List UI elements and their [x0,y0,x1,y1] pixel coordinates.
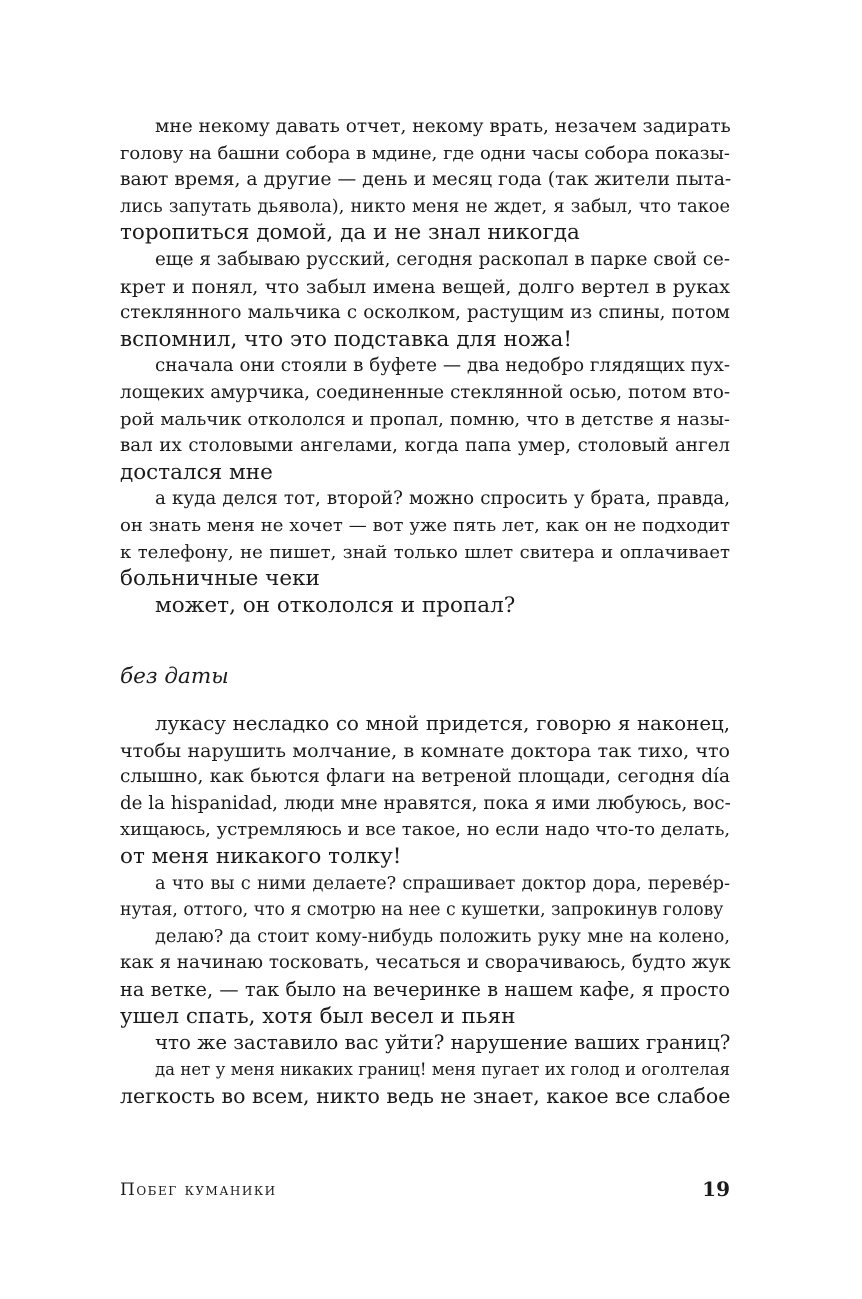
text-line: а что вы с ними делаете? спрашивает доктор дора, переве́р- [155,873,730,894]
text-line: голову на башни собора в мдине, где одни часы собора показы- [120,142,730,164]
text-line: чтобы нарушить молчание, в комнате доктора так тихо, что [120,739,730,762]
text-line: лись запутать дьявола), никто меня не ждет, я забыл, что такое [120,196,730,217]
text-line: лощеких амурчика, соединенные стеклянной осью, потом вто- [120,381,730,403]
text-line: вают время, а другие — день и месяц года (так жители пыта- [120,169,732,191]
text-line: да нет у меня никаких границ! меня пугает их голод и оголтелая [155,1059,730,1079]
text-line: делаю? да стоит кому-нибудь положить руку мне на колено, [155,926,730,947]
text-line: к телефону, не пишет, знай только шлет свитера и оплачивает [120,541,730,563]
text-line: ушел спать, хотя был весел и пьян [120,1003,516,1029]
text-block-1 [120,114,730,619]
text-line: а куда делся тот, второй? можно спросить у брата, правда, [155,488,730,510]
text-line: крет и понял, что забыл имена вещей, долго вертел в руках [120,275,730,298]
text-line: слышно, как бьются флаги на ветреной площади, сегодня día [120,766,730,788]
text-line: лукасу несладко со мной придется, говорю я наконец, [155,712,730,735]
running-head: Побег куманики [120,1180,277,1200]
text-line: как я начинаю тосковать, чесаться и сворачиваюсь, будто жук [120,952,731,974]
text-line: сначала они стояли в буфете — два недобро глядящих пух- [155,355,730,377]
text-line: еще я забываю русский, сегодня раскопал в парке свой се- [155,248,730,270]
text-line: стеклянного мальчика с осколком, растущим из спины, потом [120,302,730,324]
text-line: нутая, оттого, что я смотрю на нее с кушетки, запрокинув голову [120,900,724,921]
text-line: de la hispanidad, люди мне нравятся, пока я ими любуюсь, вос- [120,792,731,814]
text-line: от меня никакого толку! [120,843,402,869]
text-line: что же заставило вас уйти? нарушение ваших границ? [155,1031,731,1055]
text-line: достался мне [120,459,273,485]
text-line: легкость во всем, никто ведь не знает, какое все слабое [120,1084,731,1109]
text-line: может, он откололся и пропал? [155,592,516,618]
text-line: на ветке, — так было на вечеринке в нашем кафе, я просто [120,977,730,1001]
text-line: он знать меня не хочет — вот уже пять лет, как он не подходит [120,514,730,536]
text-line: больничные чеки [120,566,320,592]
text-line: торопиться домой, да и не знал никогда [120,220,580,246]
page-number: 19 [702,1177,730,1201]
text-line: хищаюсь, устремляюсь и все такое, но если надо что-то делать, [120,819,731,841]
text-block-2 [120,711,730,1110]
text-line: вал их столовыми ангелами, когда папа умер, столовый ангел [120,435,730,457]
text-line: рой мальчик откололся и пропал, помню, что в детстве я назы- [120,408,730,430]
text-line: вспомнил, что это подставка для ножа! [120,326,572,352]
text-line: мне некому давать отчет, некому врать, незачем задирать [155,116,731,137]
section-subheading: без даты [120,664,229,689]
